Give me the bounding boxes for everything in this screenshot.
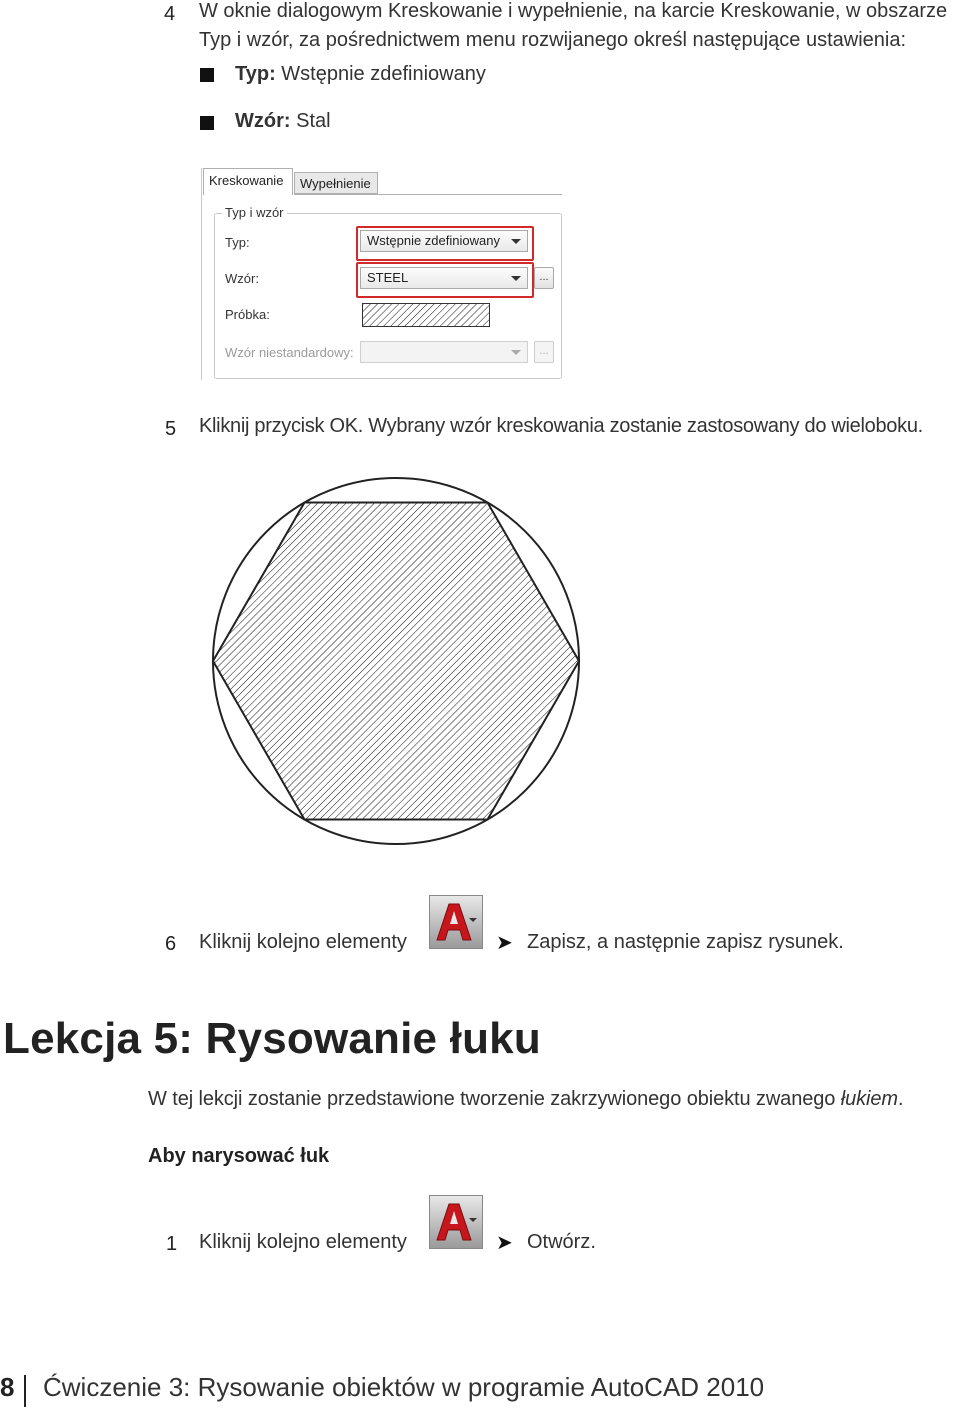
page-number: 8 bbox=[0, 1372, 15, 1402]
hatched-hexagon-figure bbox=[200, 465, 592, 857]
chevron-down-icon bbox=[511, 350, 521, 355]
pattern-dropdown-value: STEEL bbox=[367, 270, 409, 285]
autocad-application-menu-icon[interactable] bbox=[429, 895, 483, 949]
tab-fill[interactable]: Wypełnienie bbox=[294, 172, 378, 194]
step-1-number: 1 bbox=[166, 1233, 178, 1255]
step-6-number: 6 bbox=[165, 933, 177, 955]
step-4-line-2: Typ i wzór, za pośrednictwem menu rozwijanego określ następujące ustawienia: bbox=[199, 29, 907, 51]
custom-pattern-dropdown[interactable] bbox=[360, 341, 528, 363]
custom-pattern-label: Wzór niestandardowy: bbox=[225, 345, 354, 360]
group-title: Typ i wzór bbox=[222, 205, 287, 220]
pattern-dropdown[interactable] bbox=[360, 267, 528, 289]
custom-pattern-browse-button[interactable]: ... bbox=[534, 341, 554, 363]
sample-label: Próbka: bbox=[225, 307, 270, 322]
lesson-title: Lekcja 5: Rysowanie łuku bbox=[3, 1014, 541, 1063]
hatched-hexagon bbox=[213, 503, 579, 820]
autocad-a-logo-icon bbox=[430, 1196, 482, 1248]
bullet-pattern-value: Stal bbox=[296, 110, 331, 132]
tab-divider bbox=[294, 194, 562, 195]
step-6-text-before: Kliknij kolejno elementy bbox=[199, 931, 407, 953]
bullet-square-icon bbox=[200, 116, 214, 130]
bullet-type-value: Wstępnie zdefiniowany bbox=[281, 63, 486, 85]
lesson-subheading: Aby narysować łuk bbox=[148, 1145, 330, 1167]
step-5-text: Kliknij przycisk OK. Wybrany wzór kreskowania zostanie zastosowany do wieloboku. bbox=[199, 415, 923, 437]
hatch-dialog bbox=[201, 168, 563, 380]
chevron-down-icon bbox=[469, 918, 477, 922]
lesson-intro bbox=[148, 1085, 903, 1114]
bullet-pattern bbox=[235, 107, 331, 136]
pattern-browse-button[interactable]: ... bbox=[534, 267, 554, 289]
lesson-intro-end: . bbox=[897, 1088, 904, 1110]
step-1-text-after: Otwórz. bbox=[527, 1231, 596, 1253]
chevron-down-icon bbox=[511, 239, 521, 244]
lesson-intro-text: W tej lekcji zostanie przedstawione tworzenie zakrzywionego obiektu zwanego bbox=[148, 1088, 841, 1110]
step-6-text-after: Zapisz, a następnie zapisz rysunek. bbox=[527, 931, 844, 953]
bullet-pattern-label: Wzór: bbox=[235, 110, 291, 132]
pattern-label: Wzór: bbox=[225, 271, 259, 286]
pattern-sample-swatch[interactable] bbox=[362, 303, 490, 327]
tab-hatch[interactable]: Kreskowanie bbox=[203, 168, 293, 195]
bullet-square-icon bbox=[200, 68, 214, 82]
bullet-type bbox=[235, 60, 486, 89]
step-5-number: 5 bbox=[165, 418, 177, 440]
chevron-down-icon bbox=[469, 1218, 477, 1222]
autocad-application-menu-icon[interactable] bbox=[429, 1195, 483, 1249]
chevron-down-icon bbox=[511, 276, 521, 281]
step-1-text-before: Kliknij kolejno elementy bbox=[199, 1231, 407, 1253]
footer-title: Ćwiczenie 3: Rysowanie obiektów w programie AutoCAD 2010 bbox=[43, 1372, 765, 1402]
lesson-intro-italic: łukiem bbox=[840, 1088, 898, 1110]
step-4-number: 4 bbox=[164, 3, 176, 25]
bullet-type-label: Typ: bbox=[235, 63, 276, 85]
footer-divider bbox=[24, 1375, 26, 1407]
type-dropdown[interactable] bbox=[360, 230, 528, 252]
hatch-sample-graphic bbox=[363, 304, 489, 326]
type-dropdown-value: Wstępnie zdefiniowany bbox=[367, 233, 500, 248]
autocad-a-logo-icon bbox=[430, 896, 482, 948]
step-4-line-1: W oknie dialogowym Kreskowanie i wypełnienie, na karcie Kreskowanie, w obszarze bbox=[199, 0, 948, 22]
type-label: Typ: bbox=[225, 235, 250, 250]
arrow-right-icon: ➤ bbox=[496, 932, 513, 954]
arrow-right-icon: ➤ bbox=[496, 1232, 513, 1254]
